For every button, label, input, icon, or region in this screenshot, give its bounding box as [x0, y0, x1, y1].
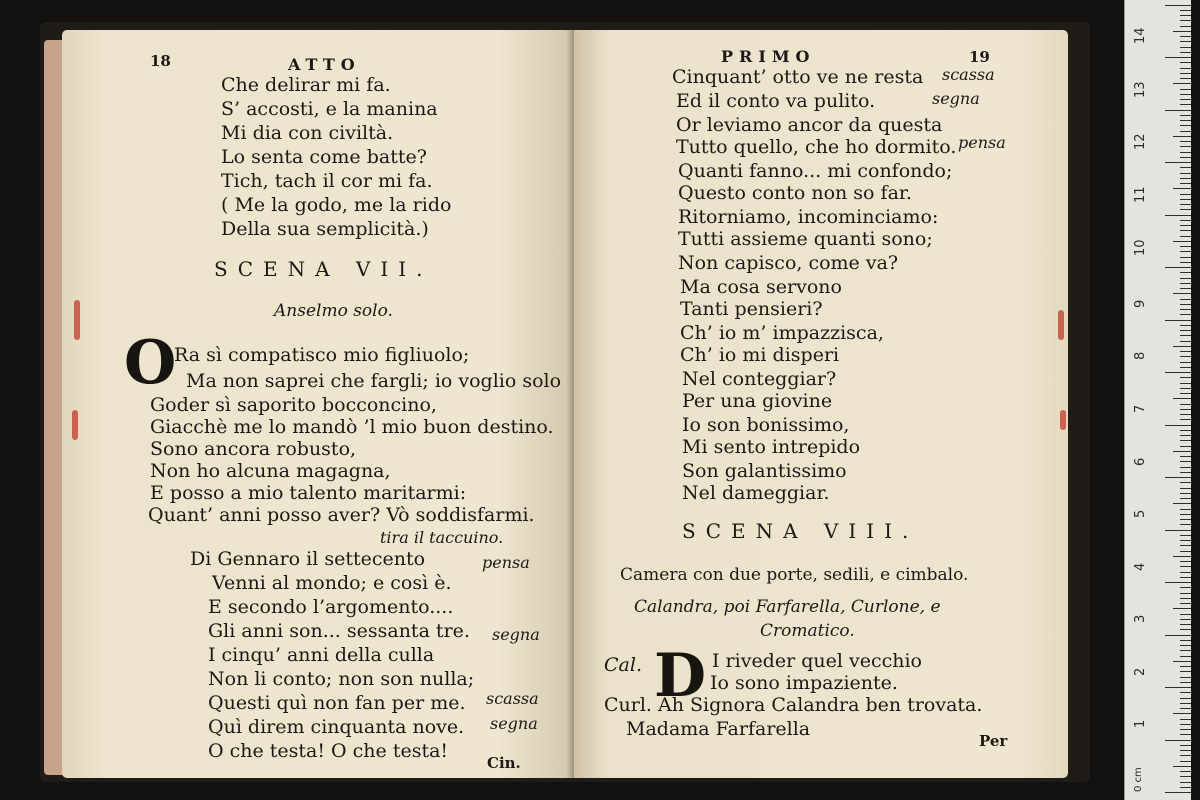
verse-line: Or leviamo ancor da questa [676, 114, 943, 136]
verse-line: Questi quì non fan per me. [208, 692, 466, 714]
left-page [62, 30, 574, 778]
ruler-tick [1180, 566, 1191, 567]
ruler-tick [1180, 351, 1191, 352]
ruler-tick [1180, 414, 1191, 415]
verse-line: Venni al mondo; e così è. [212, 572, 452, 594]
ruler-tick [1180, 498, 1191, 499]
verse-line: O che testa! O che testa! [208, 740, 449, 762]
drop-cap: O [124, 328, 177, 398]
ruler-tick [1180, 183, 1191, 184]
ruler-number: 1 [1133, 719, 1148, 728]
red-edge-stain [72, 410, 78, 440]
ruler-tick [1180, 703, 1191, 704]
stage-direction: segna [490, 714, 538, 733]
ruler-tick [1180, 335, 1191, 336]
character-list: Calandra, poi Farfarella, Curlone, e [634, 597, 941, 617]
red-edge-stain [74, 300, 80, 340]
ruler-tick [1180, 650, 1191, 651]
ruler-tick [1165, 57, 1191, 58]
stage-direction: pensa [958, 133, 1006, 152]
verse-line: Mi sento intrepido [682, 436, 861, 458]
ruler-tick [1165, 425, 1191, 426]
ruler-tick [1180, 178, 1191, 179]
prose-line: Madama Farfarella [626, 718, 811, 740]
ruler-number: 13 [1133, 81, 1148, 98]
ruler-tick [1180, 708, 1191, 709]
ruler-tick [1165, 792, 1191, 793]
ruler-tick [1173, 608, 1191, 609]
verse-line: Ma cosa servono [680, 276, 842, 298]
verse-line: Questo conto non so far. [678, 182, 912, 204]
ruler-tick [1180, 167, 1191, 168]
ruler-tick [1165, 267, 1191, 268]
ruler-tick [1180, 745, 1191, 746]
verse-line: Nel conteggiar? [682, 368, 837, 390]
ruler-tick [1173, 293, 1191, 294]
ruler-tick [1180, 430, 1191, 431]
ruler-tick [1180, 545, 1191, 546]
ruler-tick [1180, 514, 1191, 515]
ruler-tick [1180, 288, 1191, 289]
prose-line: Ra sì compatisco mio figliuolo; [174, 344, 470, 366]
ruler-tick [1180, 94, 1191, 95]
verse-line: Non capisco, come va? [678, 252, 899, 274]
verse-line: S’ accosti, e la manina [221, 98, 438, 120]
scene-title: SCENA VIII. [682, 519, 919, 543]
ruler-tick [1180, 99, 1191, 100]
prose-line: Curl. Ah Signora Calandra ben trovata. [604, 694, 983, 716]
ruler-tick [1180, 493, 1191, 494]
ruler-tick [1180, 472, 1191, 473]
ruler-tick [1180, 141, 1191, 142]
verse-line: Ch’ io mi disperi [680, 344, 840, 366]
catchword: Cin. [487, 754, 521, 772]
ruler-tick [1180, 272, 1191, 273]
ruler-tick [1180, 645, 1191, 646]
stage-direction: pensa [482, 553, 530, 572]
ruler-tick [1180, 482, 1191, 483]
ruler-tick [1180, 682, 1191, 683]
verse-line: Tutti assieme quanti sono; [678, 228, 933, 250]
ruler-tick [1180, 209, 1191, 210]
ruler-tick [1180, 26, 1191, 27]
red-edge-stain [1060, 410, 1066, 430]
ruler-number: 6 [1133, 457, 1148, 466]
catchword: Per [979, 732, 1008, 750]
prose-line: Giacchè me lo mandò ’l mio buon destino. [150, 416, 554, 438]
ruler-tick [1173, 661, 1191, 662]
verse-line: Che delirar mi fa. [221, 74, 391, 96]
character-list: Anselmo solo. [274, 301, 393, 321]
ruler-tick [1165, 635, 1191, 636]
ruler-tick [1180, 367, 1191, 368]
ruler-tick [1180, 330, 1191, 331]
ruler-tick [1180, 524, 1191, 525]
ruler-tick [1180, 220, 1191, 221]
prose-line: Non ho alcuna magagna, [150, 460, 391, 482]
ruler-number: 7 [1133, 404, 1148, 413]
ruler-tick [1180, 698, 1191, 699]
prose-line: Sono ancora robusto, [150, 438, 357, 460]
ruler-tick [1180, 666, 1191, 667]
ruler-tick [1180, 104, 1191, 105]
ruler-tick [1180, 519, 1191, 520]
ruler-tick [1180, 671, 1191, 672]
ruler-tick [1180, 377, 1191, 378]
ruler-tick [1180, 540, 1191, 541]
ruler-tick [1180, 593, 1191, 594]
ruler-number: 5 [1133, 509, 1148, 518]
verse-line: Per una giovine [682, 390, 833, 412]
ruler-tick [1180, 230, 1191, 231]
stage-direction: scassa [486, 689, 539, 708]
ruler-tick [1165, 110, 1191, 111]
ruler-tick [1180, 467, 1191, 468]
ruler-tick [1180, 734, 1191, 735]
prose-line: E posso a mio talento maritarmi: [150, 482, 467, 504]
verse-line: Gli anni son... sessanta tre. [208, 620, 470, 642]
ruler-tick [1180, 262, 1191, 263]
ruler-tick [1173, 83, 1191, 84]
ruler-tick [1165, 687, 1191, 688]
ruler-tick [1180, 62, 1191, 63]
ruler-tick [1180, 656, 1191, 657]
ruler-tick [1180, 73, 1191, 74]
verse-line: I cinqu’ anni della culla [208, 644, 435, 666]
ruler-tick [1180, 15, 1191, 16]
ruler-number: 2 [1133, 667, 1148, 676]
character-list: Cromatico. [760, 621, 855, 641]
ruler-tick [1180, 120, 1191, 121]
ruler-tick [1180, 461, 1191, 462]
ruler-tick [1180, 152, 1191, 153]
ruler-number: 14 [1133, 27, 1148, 44]
ruler-tick [1180, 719, 1191, 720]
verse-line: Mi dia con civiltà. [221, 122, 394, 144]
ruler-tick [1180, 78, 1191, 79]
ruler-tick [1180, 619, 1191, 620]
ruler-tick [1173, 451, 1191, 452]
ruler-tick [1180, 36, 1191, 37]
ruler-tick [1165, 5, 1191, 6]
ruler-tick [1180, 776, 1191, 777]
ruler-tick [1180, 440, 1191, 441]
ruler-tick [1165, 372, 1191, 373]
ruler-tick [1173, 398, 1191, 399]
ruler-tick [1180, 236, 1191, 237]
ruler-tick [1180, 435, 1191, 436]
ruler-tick [1180, 729, 1191, 730]
ruler-tick [1180, 488, 1191, 489]
ruler-tick [1180, 278, 1191, 279]
verse-line: Tutto quello, che ho dormito. [676, 136, 957, 158]
ruler-tick [1173, 766, 1191, 767]
verse-line: Quì direm cinquanta nove. [208, 716, 465, 738]
ruler-tick [1180, 561, 1191, 562]
stage-direction: segna [492, 625, 540, 644]
ruler-tick [1180, 587, 1191, 588]
stage-direction: scassa [942, 65, 995, 84]
ruler-tick [1180, 115, 1191, 116]
ruler-tick [1180, 173, 1191, 174]
ruler-tick [1180, 535, 1191, 536]
ruler-tick [1180, 404, 1191, 405]
scene-setting: Camera con due porte, sedili, e cimbalo. [620, 565, 969, 585]
ruler-tick [1180, 251, 1191, 252]
verse-line: Lo senta come batte? [221, 146, 427, 168]
ruler-tick [1180, 603, 1191, 604]
running-head: PRIMO [721, 47, 816, 66]
ruler-number: 4 [1133, 562, 1148, 571]
ruler-tick [1180, 456, 1191, 457]
ruler-number: 12 [1133, 133, 1148, 150]
ruler-tick [1180, 309, 1191, 310]
ruler-tick [1173, 241, 1191, 242]
verse-line: Nel dameggiar. [682, 482, 830, 504]
prose-line: I riveder quel vecchio [712, 650, 922, 672]
verse-line: Quanti fanno... mi confondo; [678, 160, 953, 182]
ruler-tick [1173, 346, 1191, 347]
ruler-tick [1165, 530, 1191, 531]
ruler-tick [1180, 383, 1191, 384]
ruler-tick [1180, 388, 1191, 389]
ruler-tick [1180, 356, 1191, 357]
ruler-tick [1180, 624, 1191, 625]
ruler-tick [1173, 556, 1191, 557]
verse-line: Ritorniamo, incominciamo: [678, 206, 939, 228]
verse-line: Di Gennaro il settecento [190, 548, 426, 570]
ruler-tick [1180, 283, 1191, 284]
page-number: 19 [969, 48, 990, 66]
ruler-tick [1180, 598, 1191, 599]
verse-line: E secondo l’argomento.... [208, 596, 454, 618]
ruler-tick [1180, 409, 1191, 410]
verse-line: ( Me la godo, me la rido [221, 194, 452, 216]
ruler-tick [1180, 629, 1191, 630]
ruler-tick [1180, 10, 1191, 11]
ruler-tick [1180, 640, 1191, 641]
ruler-tick [1180, 724, 1191, 725]
ruler-tick [1180, 614, 1191, 615]
prose-line: Goder sì saporito bocconcino, [150, 394, 437, 416]
ruler-tick [1180, 572, 1191, 573]
ruler-tick [1180, 750, 1191, 751]
ruler-tick [1180, 314, 1191, 315]
scene-title: SCENA VII. [214, 257, 433, 281]
running-head: ATTO [288, 55, 361, 74]
ruler-tick [1180, 225, 1191, 226]
ruler-tick [1165, 215, 1191, 216]
ruler-tick [1180, 304, 1191, 305]
ruler-tick [1180, 194, 1191, 195]
verse-line: Son galantissimo [682, 460, 847, 482]
verse-line: Della sua semplicità.) [221, 218, 429, 240]
ruler-tick [1165, 477, 1191, 478]
verse-line: Ed il conto va pulito. [676, 90, 876, 112]
verse-line: Non li conto; non son nulla; [208, 668, 475, 690]
ruler-unit: 0 cm [1133, 767, 1144, 792]
verse-line: Cinquant’ otto ve ne resta [672, 66, 924, 88]
ruler-tick [1180, 787, 1191, 788]
ruler-tick [1180, 577, 1191, 578]
verse-line: Tich, tach il cor mi fa. [221, 170, 433, 192]
verse-line: Io son bonissimo, [682, 414, 850, 436]
ruler-number: 10 [1133, 239, 1148, 256]
drop-cap: D [654, 641, 707, 711]
ruler-tick [1180, 509, 1191, 510]
ruler-tick [1180, 692, 1191, 693]
prose-line: Io sono impaziente. [710, 672, 898, 694]
ruler-tick [1180, 677, 1191, 678]
ruler-tick [1180, 761, 1191, 762]
ruler-tick [1180, 52, 1191, 53]
ruler-tick [1173, 136, 1191, 137]
ruler-tick [1180, 257, 1191, 258]
ruler-tick [1180, 146, 1191, 147]
ruler-tick [1180, 771, 1191, 772]
ruler-tick [1180, 125, 1191, 126]
ruler-tick [1180, 68, 1191, 69]
ruler-tick [1180, 131, 1191, 132]
ruler-number: 8 [1133, 351, 1148, 360]
ruler-tick [1180, 325, 1191, 326]
ruler-tick [1173, 31, 1191, 32]
prose-line: Ma non saprei che fargli; io voglio solo [186, 370, 562, 392]
ruler-number: 11 [1133, 186, 1148, 203]
ruler-tick [1180, 755, 1191, 756]
right-page [574, 30, 1068, 778]
speaker-label: Cal. [604, 654, 642, 676]
ruler-tick [1180, 204, 1191, 205]
ruler-tick [1180, 362, 1191, 363]
stage-direction: segna [932, 89, 980, 108]
ruler-tick [1165, 582, 1191, 583]
ruler-tick [1180, 246, 1191, 247]
ruler-number: 3 [1133, 614, 1148, 623]
ruler-tick [1180, 551, 1191, 552]
ruler-tick [1180, 446, 1191, 447]
ruler-tick [1180, 89, 1191, 90]
ruler-tick [1165, 162, 1191, 163]
ruler-tick [1180, 341, 1191, 342]
ruler-number: 9 [1133, 299, 1148, 308]
ruler-tick [1180, 782, 1191, 783]
ruler-tick [1173, 188, 1191, 189]
ruler-tick [1173, 503, 1191, 504]
ruler-tick [1180, 419, 1191, 420]
stage-direction: tira il taccuino. [380, 528, 504, 547]
ruler-tick [1180, 199, 1191, 200]
ruler-tick [1165, 740, 1191, 741]
verse-line: Tanti pensieri? [680, 298, 823, 320]
ruler-tick [1180, 393, 1191, 394]
red-edge-stain [1058, 310, 1064, 340]
ruler-tick [1180, 157, 1191, 158]
page-number: 18 [150, 52, 171, 70]
ruler-tick [1180, 20, 1191, 21]
ruler-tick [1180, 41, 1191, 42]
ruler-tick [1173, 713, 1191, 714]
verse-line: Ch’ io m’ impazzisca, [680, 322, 884, 344]
prose-line: Quant’ anni posso aver? Vò soddisfarmi. [148, 504, 535, 526]
measuring-ruler [1124, 0, 1191, 800]
ruler-tick [1180, 47, 1191, 48]
ruler-tick [1165, 320, 1191, 321]
ruler-tick [1180, 299, 1191, 300]
